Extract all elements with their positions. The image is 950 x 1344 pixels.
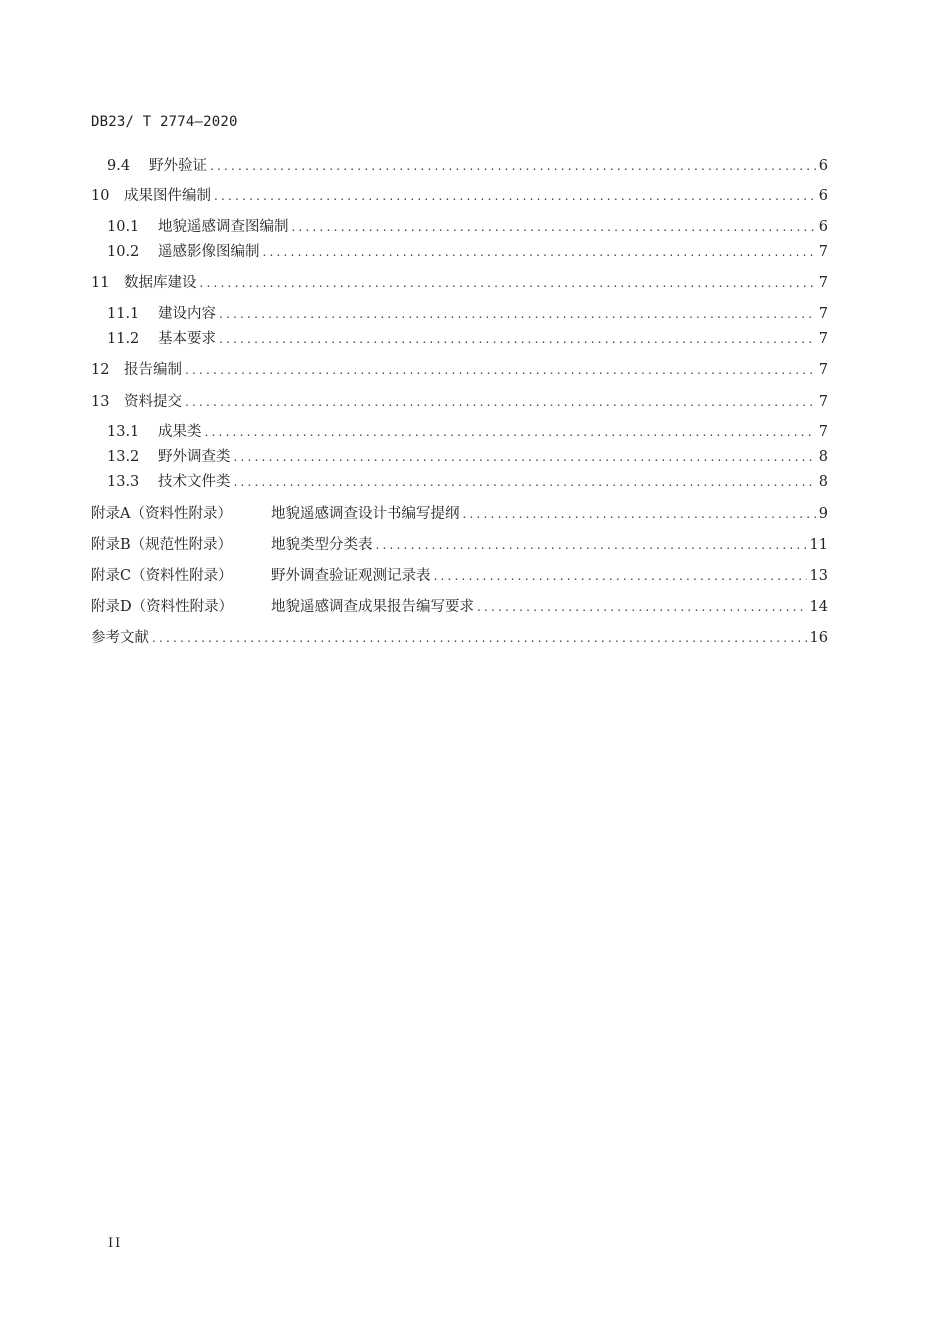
toc-entry-10-2[interactable] [107, 241, 828, 263]
toc-dot-leader [205, 421, 816, 443]
toc-entry-title: 地貌遥感调查成果报告编写要求 [271, 599, 474, 615]
toc-dot-leader [477, 596, 807, 618]
toc-entry-page: 6 [818, 219, 828, 235]
toc-entry-11-2[interactable] [107, 328, 828, 350]
toc-dot-leader [234, 471, 816, 493]
toc-dot-leader [219, 328, 816, 350]
toc-dot-leader [210, 155, 816, 177]
toc-entry-number: 附录B（规范性附录） [91, 537, 233, 553]
toc-entry-10-1[interactable] [107, 216, 828, 238]
toc-entry-13-3[interactable] [107, 471, 828, 493]
toc-entry-page: 6 [818, 158, 828, 174]
toc-dot-leader [234, 446, 816, 468]
toc-entry-number: 附录C（资料性附录） [91, 568, 233, 584]
toc-entry-title: 野外调查类 [158, 449, 231, 465]
toc-entry-11-1[interactable] [107, 303, 828, 325]
toc-entry-number: 13.1 [107, 424, 140, 440]
toc-entry-number: 9.4 [107, 158, 131, 174]
toc-entry-title: 数据库建设 [124, 275, 197, 291]
toc-entry-title: 地貌遥感调查设计书编写提纲 [271, 506, 460, 522]
toc-entry-title: 成果图件编制 [124, 188, 211, 204]
toc-entry-title: 地貌类型分类表 [271, 537, 373, 553]
toc-entry-page: 6 [818, 188, 828, 204]
toc-entry-10[interactable] [91, 185, 828, 207]
toc-entry-title: 成果类 [158, 424, 202, 440]
toc-dot-leader [376, 534, 807, 556]
toc-entry-page: 7 [818, 331, 828, 347]
toc-entry-appendix-b[interactable] [91, 534, 828, 556]
toc-entry-11[interactable] [91, 272, 828, 294]
toc-entry-page: 7 [818, 275, 828, 291]
toc-entry-12[interactable] [91, 359, 828, 381]
toc-dot-leader [434, 565, 807, 587]
toc-entry-number: 13.2 [107, 449, 140, 465]
toc-entry-title: 资料提交 [124, 394, 182, 410]
toc-dot-leader [263, 241, 816, 263]
toc-entry-title: 参考文献 [91, 630, 149, 646]
toc-entry-9-4[interactable] [107, 155, 828, 177]
toc-dot-leader [185, 391, 816, 413]
toc-dot-leader [219, 303, 816, 325]
toc-entry-title: 建设内容 [158, 306, 216, 322]
toc-entry-title: 地貌遥感调查图编制 [158, 219, 289, 235]
toc-entry-page: 13 [809, 568, 828, 584]
toc-entry-page: 14 [809, 599, 828, 615]
toc-entry-page: 9 [818, 506, 828, 522]
toc-entry-number: 13 [91, 394, 110, 410]
toc-entry-page: 8 [818, 474, 828, 490]
toc-entry-page: 7 [818, 394, 828, 410]
toc-dot-leader [214, 185, 816, 207]
toc-entry-page: 7 [818, 244, 828, 260]
toc-entry-page: 7 [818, 424, 828, 440]
toc-entry-page: 7 [818, 362, 828, 378]
toc-entry-number: 附录A（资料性附录） [91, 506, 232, 522]
toc-entry-appendix-a[interactable] [91, 503, 828, 525]
toc-entry-title: 野外验证 [149, 158, 207, 174]
toc-entry-number: 附录D（资料性附录） [91, 599, 234, 615]
toc-entry-number: 11 [91, 275, 110, 291]
toc-entry-appendix-d[interactable] [91, 596, 828, 618]
toc-entry-page: 11 [809, 537, 828, 553]
toc-entry-number: 11.1 [107, 306, 140, 322]
toc-entry-title: 野外调查验证观测记录表 [271, 568, 431, 584]
toc-entry-page: 8 [818, 449, 828, 465]
toc-entry-number: 11.2 [107, 331, 140, 347]
toc-entry-number: 13.3 [107, 474, 140, 490]
toc-dot-leader [292, 216, 816, 238]
toc-entry-number: 12 [91, 362, 110, 378]
toc-entry-13-2[interactable] [107, 446, 828, 468]
toc-entry-page: 16 [809, 630, 828, 646]
toc-entry-13[interactable] [91, 391, 828, 413]
toc-entry-number: 10 [91, 188, 110, 204]
toc-dot-leader [463, 503, 816, 525]
toc-dot-leader [200, 272, 816, 294]
toc-entry-13-1[interactable] [107, 421, 828, 443]
toc-entry-title: 基本要求 [158, 331, 216, 347]
toc-dot-leader [152, 627, 807, 649]
toc-entry-number: 10.1 [107, 219, 140, 235]
toc-entry-number: 10.2 [107, 244, 140, 260]
toc-entry-appendix-c[interactable] [91, 565, 828, 587]
toc-entry-page: 7 [818, 306, 828, 322]
page-number-footer: II [108, 1236, 123, 1251]
toc-entry-title: 遥感影像图编制 [158, 244, 260, 260]
document-code-header: DB23/ T 2774—2020 [91, 114, 238, 130]
toc-entry-title: 报告编制 [124, 362, 182, 378]
toc-entry-title: 技术文件类 [158, 474, 231, 490]
toc-entry-references[interactable] [91, 627, 828, 649]
toc-dot-leader [185, 359, 816, 381]
